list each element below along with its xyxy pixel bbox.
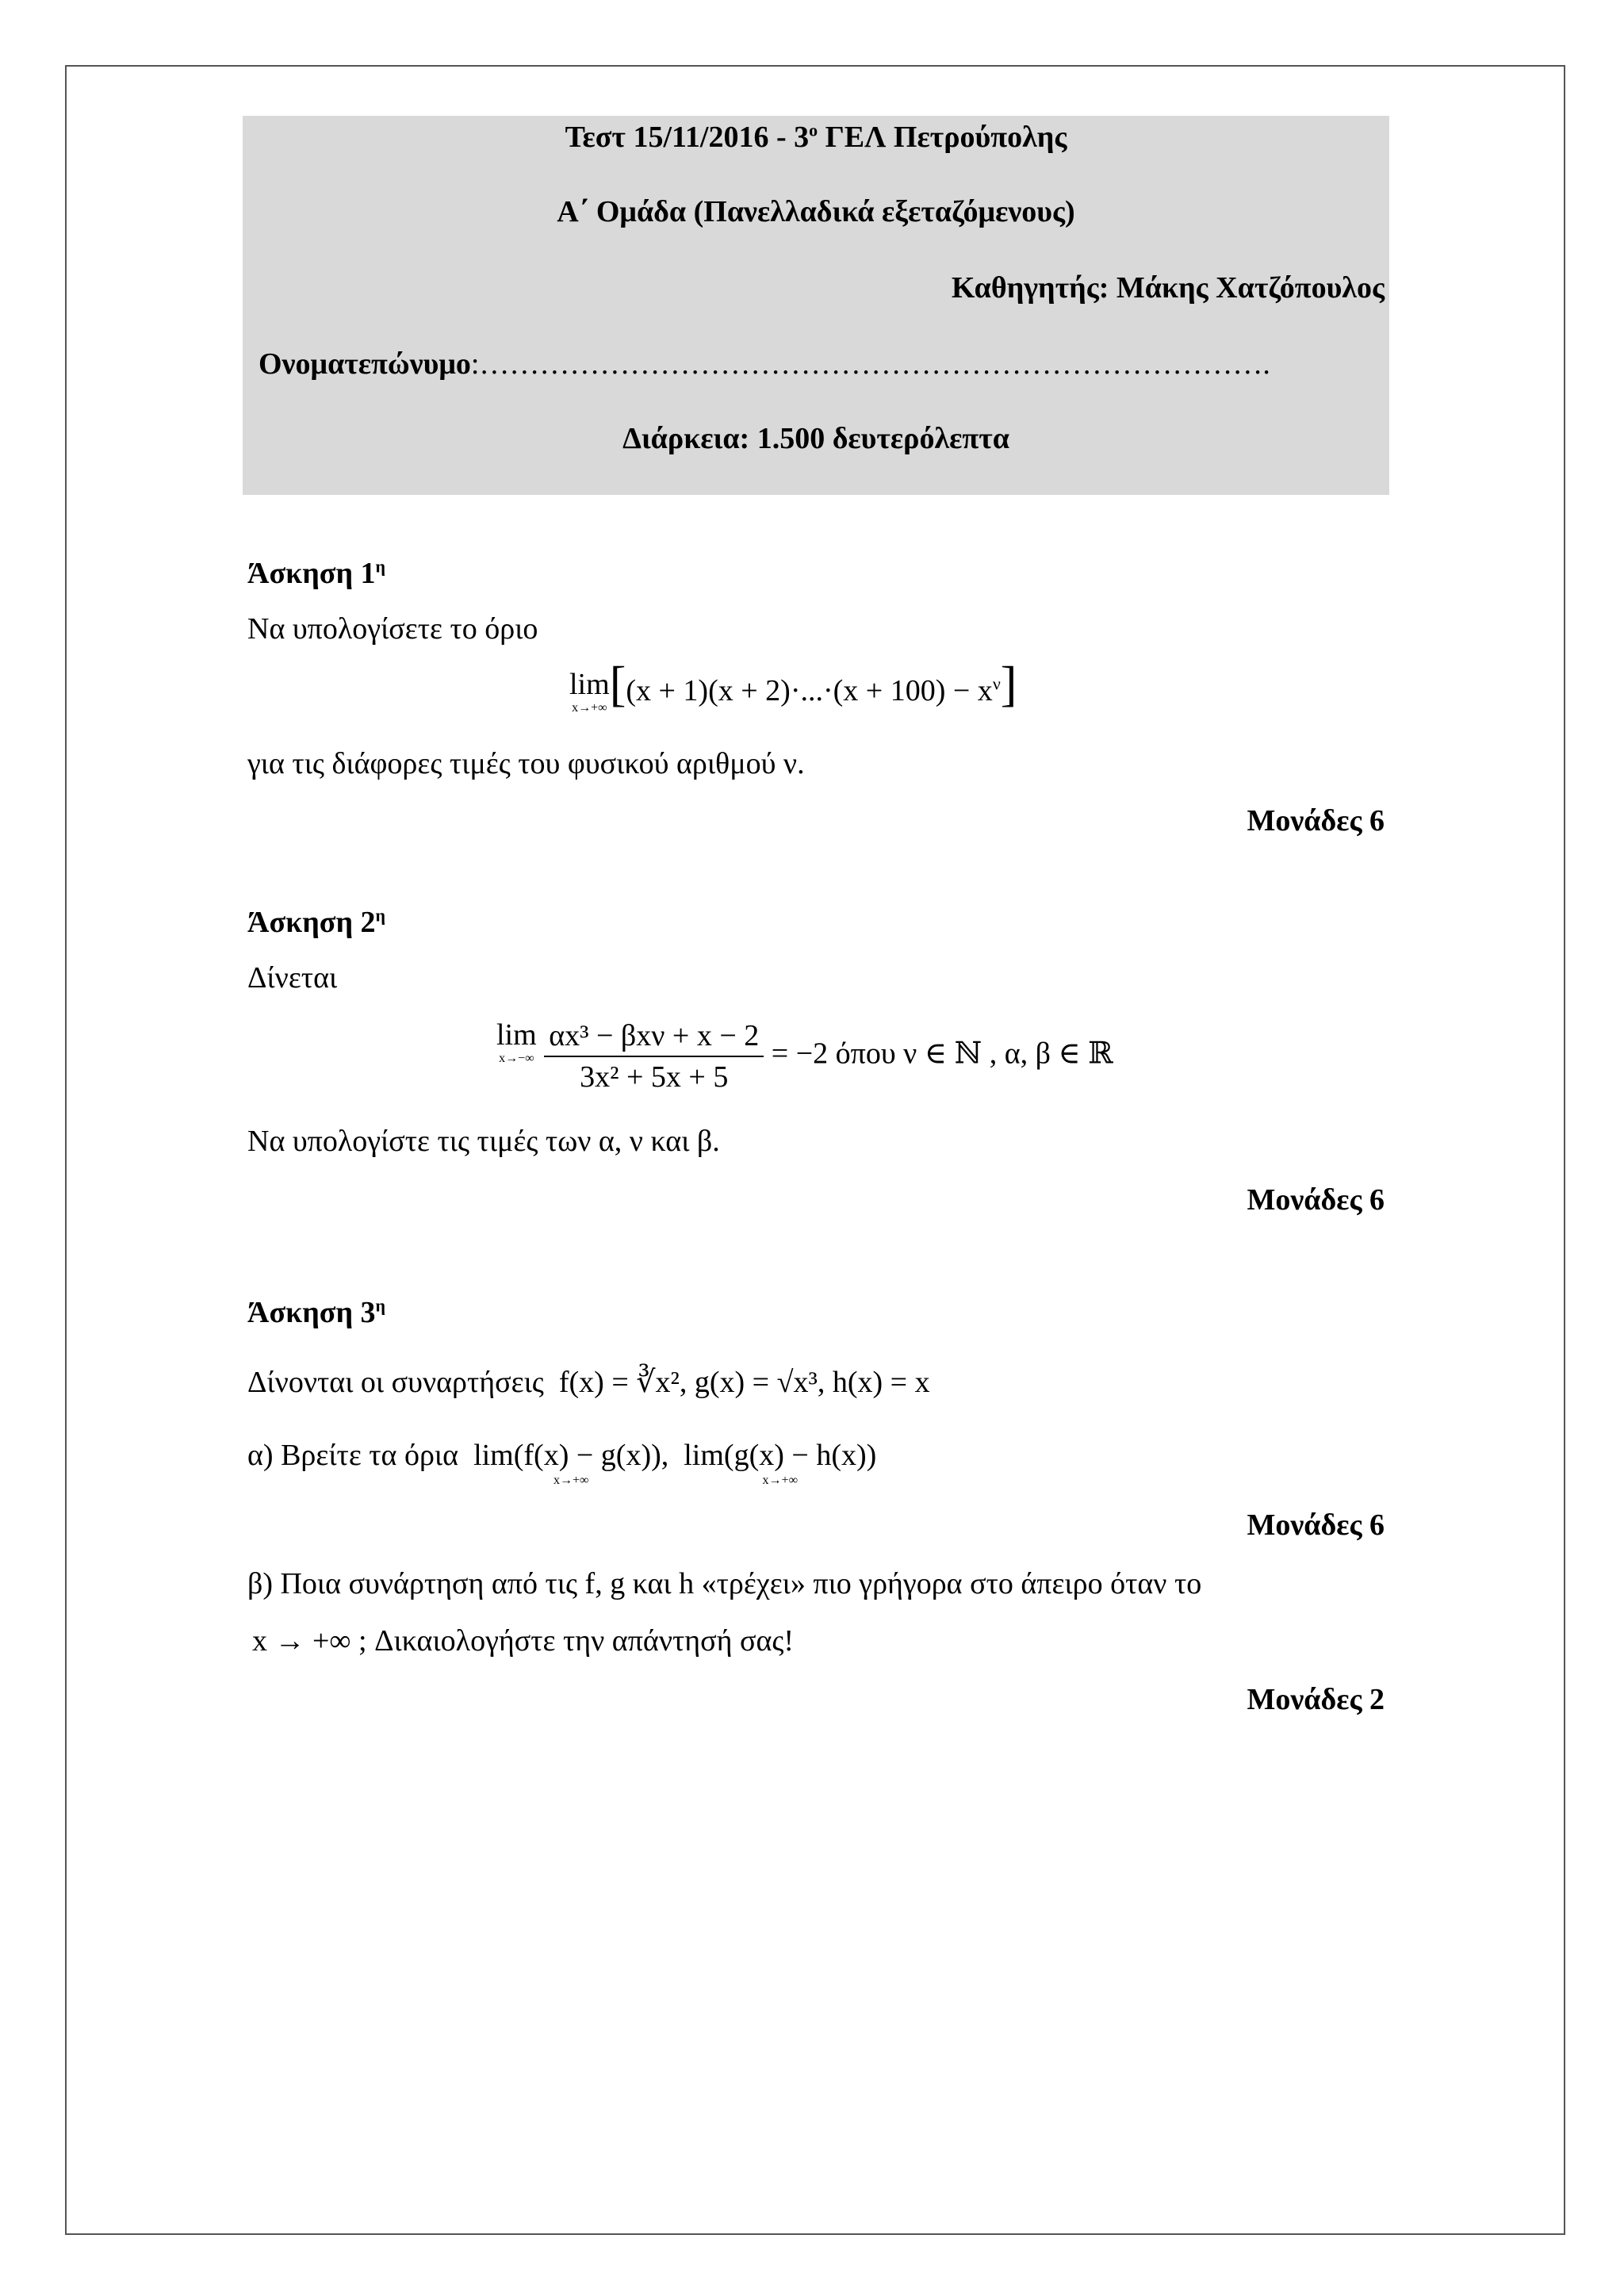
exercise3-points-b: Μονάδες 2 [1247, 1683, 1385, 1716]
exercise3-title: Άσκηση $3^\eta$ [247, 1295, 386, 1329]
exercise2-rhs: = −2 όπου ν ∈ ℕ , α, β ∈ ℝ [771, 1037, 1113, 1071]
exercise1-formula: lim $^{x\to+\infty}[(x + 1)(x + 2)\cdot...\cdot(x + 100) - x^\nu]$ [569, 657, 1017, 715]
exercise1-title: Άσκηση $1^\eta$ [247, 556, 386, 590]
header-name-line: Ονοματεπώνυμο:……………………………………………………………………. [259, 347, 1270, 381]
name-dots: :……………………………………………………………………. [470, 347, 1270, 381]
exercise2-title: Άσκηση $2^\eta$ [247, 905, 386, 939]
exercise1-intro: Να υπολογίσετε το όριο [247, 612, 538, 646]
exercise3-points-a: Μονάδες 6 [1247, 1508, 1385, 1542]
exercise3-part-a: α) Βρείτε τα όρια lim(f(x) − g(x)), $^{x\to+\infty}$ lim(g(x) − h(x)) $^{x\to+\infty}$ [247, 1439, 877, 1487]
exercise2-points: Μονάδες 6 [1247, 1183, 1385, 1217]
exercise3-part-b-line1: β) Ποια συνάρτηση από τις f, g και h «τρέχει» πιο γρήγορα στο άπειρο όταν το [247, 1567, 1202, 1600]
header-duration: Διάρκεια: 1.500 δευτερόλεπτα [622, 422, 1009, 455]
header-teacher: Καθηγητής: Μάκης Χατζόπουλος [951, 271, 1385, 305]
exercise2-question: Να υπολογίστε τις τιμές των α, ν και β. [247, 1125, 720, 1158]
header-title: Τεστ $15/11/2016 - 3^o$ ΓΕΛ Πετρούπολης [565, 120, 1067, 154]
exercise2-formula: lim $^{x\to-\infty}$ $\frac{\text{αx³ − βxν + x − 2}}{\text{3x² + 5x + 5}}$ = −2 όπου ν ∈ ℕ , α, β ∈ ℝ [496, 1018, 1113, 1094]
exercise3-part-b-line2: x → +∞ ; Δικαιολογήστε την απάντησή σας! [252, 1624, 795, 1658]
exercise2-numerator: αx³ − βxν + x − 2 [544, 1018, 764, 1057]
exercise1-question: για τις διάφορες τιμές του φυσικού αριθμού ν. [247, 747, 805, 780]
exercise3-intro-line: Δίνονται οι συναρτήσεις f(x) = ∛x², g(x) = √x³, h(x) = x [247, 1366, 930, 1399]
exercise2-denominator: 3x² + 5x + 5 [580, 1060, 729, 1094]
exercise3-functions: f(x) = ∛x², g(x) = √x³, h(x) = x [558, 1366, 930, 1399]
header-group: Α΄ Ομάδα (Πανελλαδικά εξεταζόμενους) [557, 195, 1075, 228]
exercise2-intro: Δίνεται [247, 961, 338, 995]
exercise1-points: Μονάδες 6 [1247, 804, 1385, 838]
